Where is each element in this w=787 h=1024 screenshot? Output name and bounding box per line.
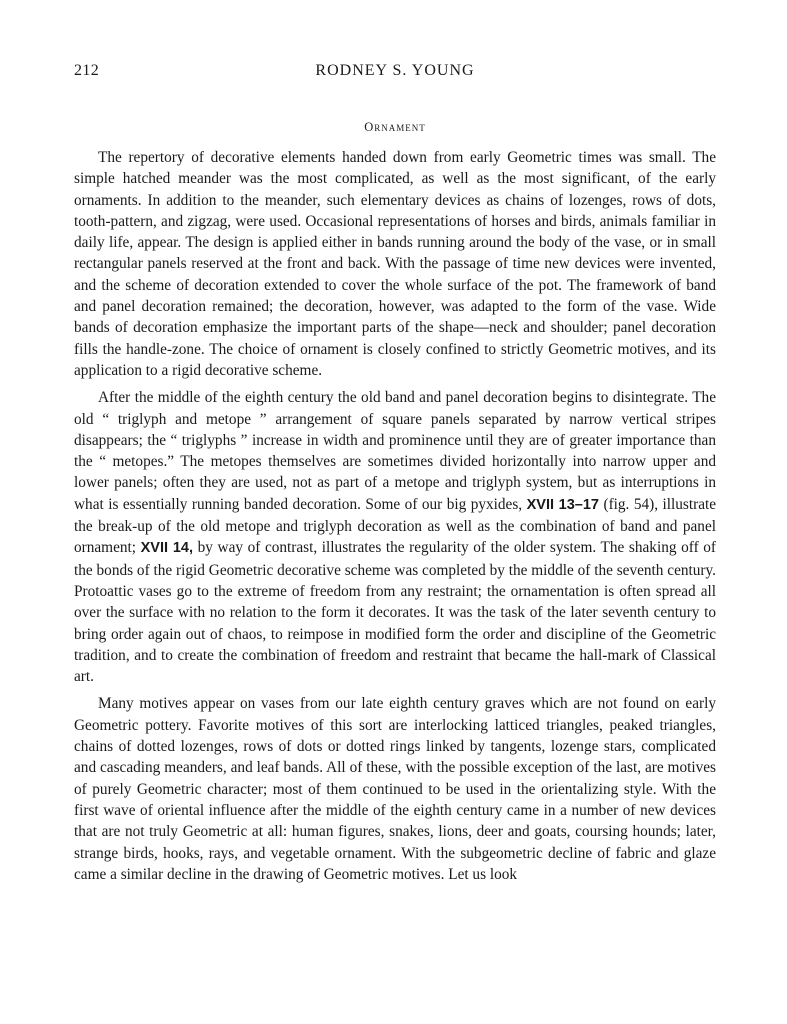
paragraph-2-text-b: (fig. 54), illustrate the break-up of the old metope and triglyph decoration as well as the combination of band and panel ornament; (74, 495, 717, 557)
paragraph-2 (74, 387, 716, 687)
section-heading: Ornament (364, 120, 426, 134)
running-head (74, 56, 716, 86)
plate-reference-2: XVII 14, (140, 540, 194, 557)
plate-reference-1: XVII 13–17 (526, 496, 599, 513)
paragraph-1: The repertory of decorative elements handed down from early Geometric times was small. The simple hatched meander was the most complicated, as well as the most significant, of the early ornaments. In addition to the meander, such elementary devices as chains of lozenges, rows of dots, tooth-pattern, and zigzag, were used. Occasional representations of horses and birds, animals familiar in daily life, appear. The design is applied either in bands running around the body of the vase, or in small rectangular panels reserved at the front and back. With the passage of time new devices were invented, and the scheme of decoration extended to cover the whole surface of the pot. The framework of band and panel decoration remained; the decoration, however, was adapted to the form of the vase. Wide bands of decoration emphasize the important parts of the shape—neck and shoulder; panel decoration fills the handle-zone. The choice of ornament is closely confined to strictly Geometric motives, and its application to a rigid decorative scheme. (74, 149, 716, 379)
paragraph-2-text-a: After the middle of the eighth century the old band and panel decoration begins to disintegrate. The old “ triglyph and metope ” arrangement of square panels separated by narrow vertical stripes disappears; the “ triglyphs ” increase in width and prominence until they are of greater importance than the “ metopes.” The metopes themselves are sometimes divided horizontally into narrow upper and lower panels; often they are used, not as part of a metope and triglyph system, but as interruptions in what is essentially running banded decoration. Some of our big pyxides, (74, 389, 716, 513)
page (74, 56, 716, 885)
paragraph-3: Many motives appear on vases from our late eighth century graves which are not found on early Geometric pottery. Favorite motives of this sort are interlocking latticed triangles, peaked triangles, chains of dotted lozenges, rows of dots or dotted rings linked by tangents, lozenge stars, complicated and cascading meanders, and leaf bands. All of these, with the possible exception of the last, are motives of purely Geometric character; most of them continued to be used in the orientalizing style. With the first wave of oriental influence after the middle of the eighth century came in a number of new devices that are not truly Geometric at all: human figures, snakes, lions, deer and goats, coursing hounds; later, strange birds, hooks, rays, and vegetable ornament. With the subgeometric decline of fabric and glaze came a similar decline in the drawing of Geometric motives. Let us look (74, 695, 716, 883)
page-number: 212 (74, 62, 100, 79)
running-head-author: RODNEY S. YOUNG (315, 62, 475, 79)
paragraph-2-text-c: by way of contrast, illustrates the regularity of the older system. The shaking off of the bonds of the rigid Geometric decorative scheme was completed by the middle of the seventh century. Protoattic vases go to the extreme of freedom from any restraint; the ornamentation is often spread all over the surface with no relation to the form it decorates. It was the task of the later seventh century to bring order again out of chaos, to reimpose in modified form the order and discipline of the Geometric tradition, and to create the combination of freedom and restraint that became the hall-mark of Classical art. (74, 539, 717, 686)
